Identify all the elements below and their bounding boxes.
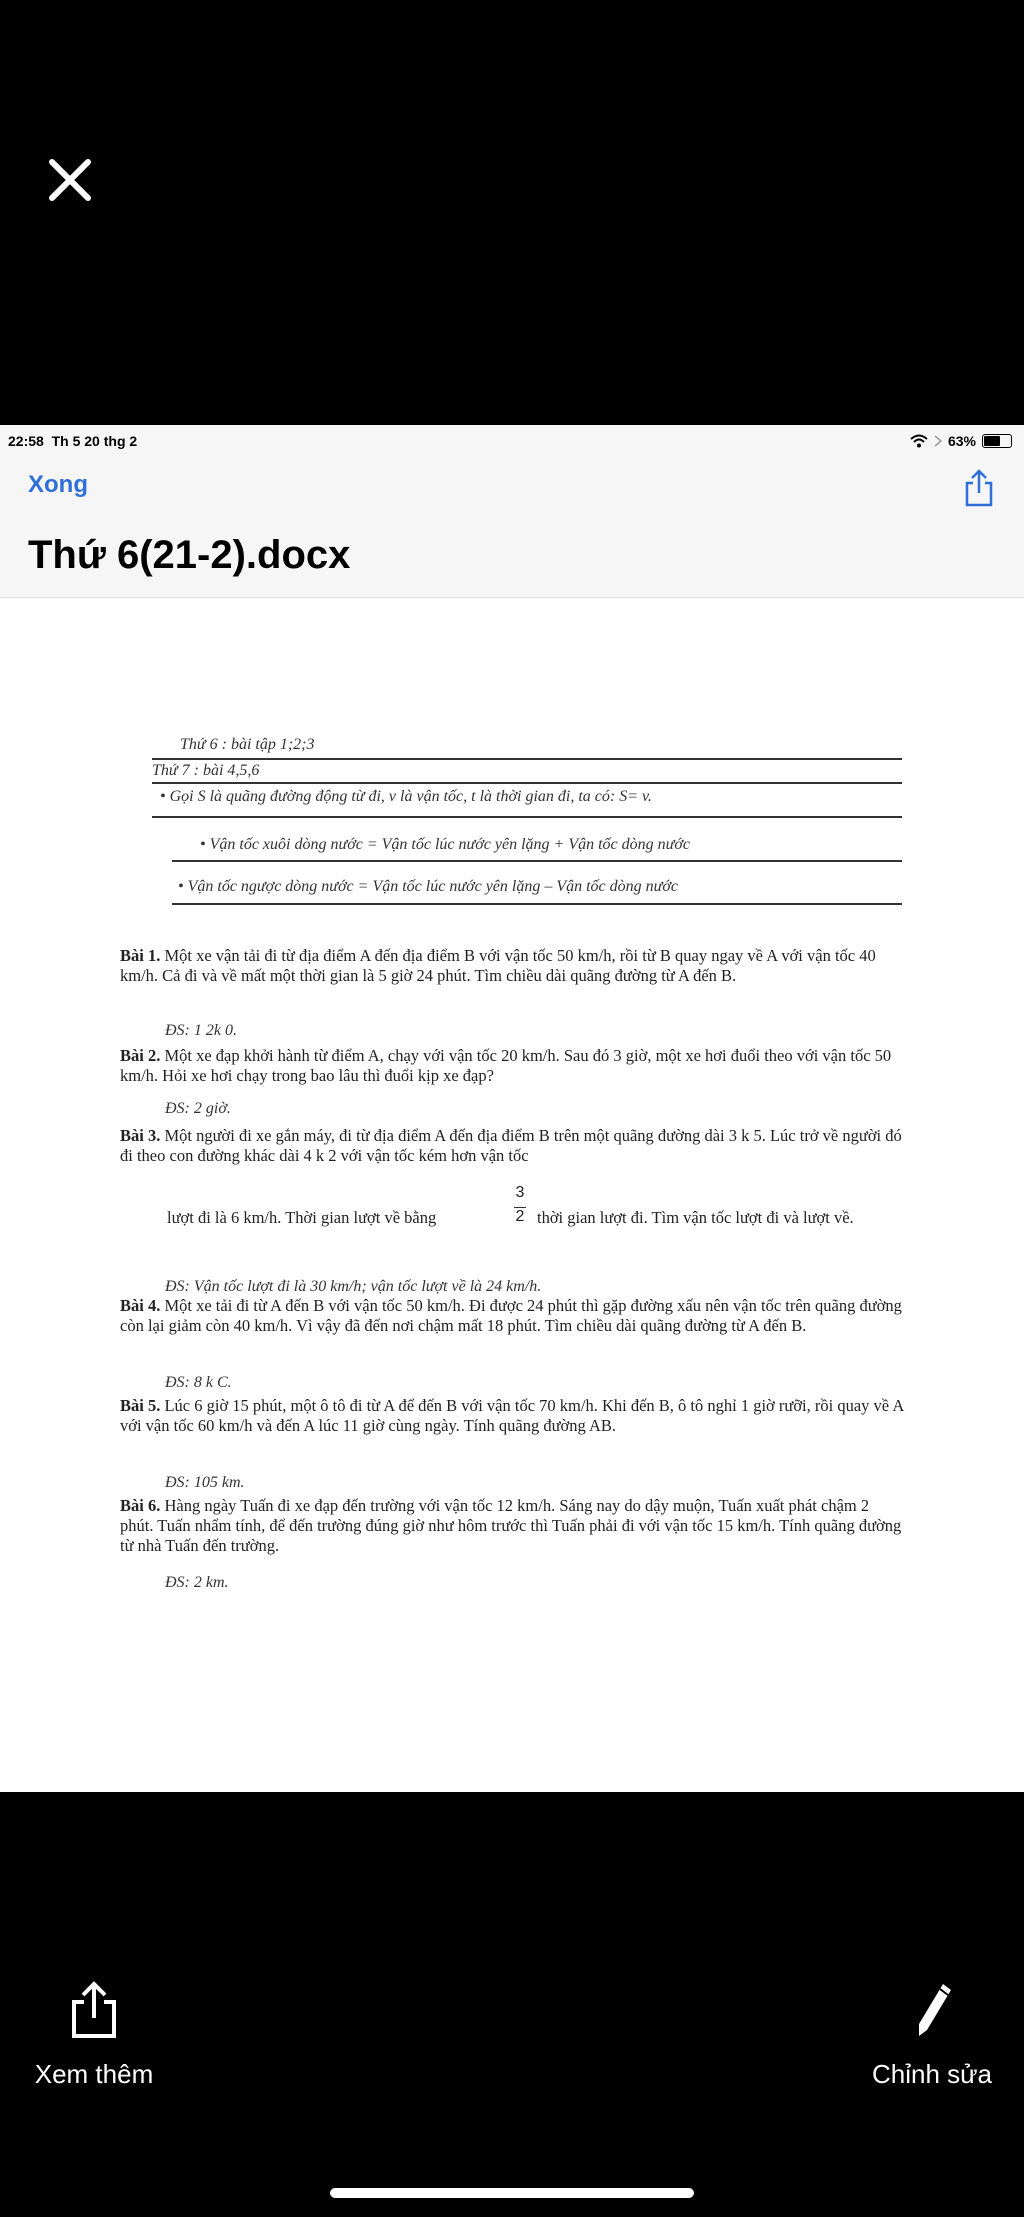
header-line-2: Thứ 7 : bài 4,5,6 — [152, 762, 260, 779]
problem-3-cont: thời gian lượt đi. Tìm vận tốc lượt đi và lượt về. — [537, 1208, 854, 1227]
divider — [152, 782, 902, 784]
problem-label: Bài 5. — [120, 1396, 161, 1415]
battery-percent: 63% — [947, 433, 976, 449]
wifi-icon — [910, 434, 928, 448]
problem-text: Một người đi xe gắn máy, đi từ địa điểm A đến địa điểm B trên một quãng đường dài 3 k 5. Lúc trở về người đó đi theo con đường khác dài 4 k 2 với vận tốc kém hơn vận tốc — [120, 1126, 902, 1165]
problem-4-answer: ĐS: 8 k C. — [165, 1374, 232, 1391]
problem-6-answer: ĐS: 2 km. — [165, 1574, 229, 1591]
document-page — [0, 598, 1024, 1792]
problem-3-cont: lượt đi là 6 km/h. Thời gian lượt về bằng — [167, 1208, 437, 1227]
problem-label: Bài 6. — [120, 1496, 161, 1515]
navigation-bar — [0, 457, 1024, 598]
more-button[interactable] — [14, 1980, 174, 2090]
formula-note: • Gọi S là quãng đường động từ đi, v là vận tốc, t là thời gian đi, ta có: S= v. — [160, 788, 652, 805]
status-time-date — [8, 433, 137, 449]
formula-downstream: • Vận tốc xuôi dòng nước = Vận tốc lúc nước yên lặng + Vận tốc dòng nước — [200, 836, 690, 853]
problem-label: Bài 3. — [120, 1126, 161, 1145]
share-icon — [69, 1980, 119, 2040]
problem-label: Bài 1. — [120, 946, 161, 965]
header-line-1: Thứ 6 : bài tập 1;2;3 — [180, 736, 315, 753]
problem-label: Bài 2. — [120, 1046, 161, 1065]
status-indicators — [910, 433, 1012, 449]
share-button[interactable] — [962, 469, 996, 507]
divider — [172, 903, 902, 905]
done-button[interactable]: Xong — [28, 471, 88, 498]
problem-4 — [120, 1296, 906, 1336]
problem-text: Một xe vận tải đi từ địa điểm A đến địa điểm B với vận tốc 50 km/h, rồi từ B quay ngay về A với vận tốc 40 km/h. Cả đi và về mất một thời gian là 5 giờ 24 phút. Tìm chiều dài quãng đường từ A đến B. — [120, 946, 876, 985]
problem-5 — [120, 1396, 906, 1436]
location-icon — [934, 435, 942, 447]
document-title: Thứ 6(21-2).docx — [28, 533, 351, 577]
more-label: Xem thêm — [34, 2059, 154, 2089]
problem-text: Hàng ngày Tuấn đi xe đạp đến trường với vận tốc 12 km/h. Sáng nay do dậy muộn, Tuấn xuất phát chậm 2 phút. Tuấn nhẩm tính, để đến trường đúng giờ như hôm trước thì Tuấn phải đi với vận tốc 15 km/h. Tính quãng đường từ nhà Tuấn đến trường. — [120, 1496, 902, 1555]
divider — [172, 860, 902, 862]
fraction-numerator: 3 — [515, 1184, 525, 1201]
problem-text: Một xe tải đi từ A đến B với vận tốc 50 km/h. Đi được 24 phút thì gặp đường xấu nên vận tốc trên quãng đường còn lại giảm còn 40 km/h. Vì vậy đã đến nơi chậm mất 18 phút. Tìm chiều dài quãng đường từ A đến B. — [120, 1296, 902, 1335]
close-button[interactable] — [40, 150, 100, 210]
edit-label: Chỉnh sửa — [871, 2059, 993, 2089]
problem-2 — [120, 1046, 906, 1086]
close-icon — [40, 150, 100, 210]
problem-2-answer: ĐS: 2 giờ. — [165, 1100, 231, 1117]
home-indicator[interactable] — [330, 2188, 694, 2198]
problem-5-answer: ĐS: 105 km. — [165, 1474, 245, 1491]
problem-3-answer: ĐS: Vận tốc lượt đi là 30 km/h; vận tốc lượt về là 24 km/h. — [165, 1278, 542, 1295]
fraction-denominator: 2 — [515, 1208, 525, 1225]
status-time: 22:58 — [8, 433, 44, 449]
problem-label: Bài 4. — [120, 1296, 161, 1315]
problem-text: Lúc 6 giờ 15 phút, một ô tô đi từ A để đến B với vận tốc 70 km/h. Khi đến B, ô tô nghỉ 1 giờ rưỡi, rồi quay về A với vận tốc 60 km/h và đến A lúc 11 giờ cùng ngày. Tính quãng đường AB. — [120, 1396, 904, 1435]
divider — [152, 758, 902, 760]
share-icon — [962, 469, 996, 507]
problem-1 — [120, 946, 906, 986]
edit-button[interactable] — [852, 1980, 1012, 2090]
divider — [152, 816, 902, 818]
problem-text: Một xe đạp khởi hành từ điểm A, chạy với vận tốc 20 km/h. Sau đó 3 giờ, một xe hơi đuổi theo với vận tốc 50 km/h. Hỏi xe hơi chạy trong bao lâu thì đuổi kịp xe đạp? — [120, 1046, 892, 1085]
status-bar — [0, 425, 1024, 457]
formula-upstream: • Vận tốc ngược dòng nước = Vận tốc lúc nước yên lặng – Vận tốc dòng nước — [178, 878, 679, 895]
pencil-icon — [907, 1980, 957, 2040]
problem-6 — [120, 1496, 906, 1556]
problem-1-answer: ĐS: 1 2k 0. — [165, 1022, 237, 1039]
battery-icon — [982, 434, 1012, 448]
status-date: Th 5 20 thg 2 — [51, 433, 138, 449]
problem-3 — [120, 1126, 906, 1166]
